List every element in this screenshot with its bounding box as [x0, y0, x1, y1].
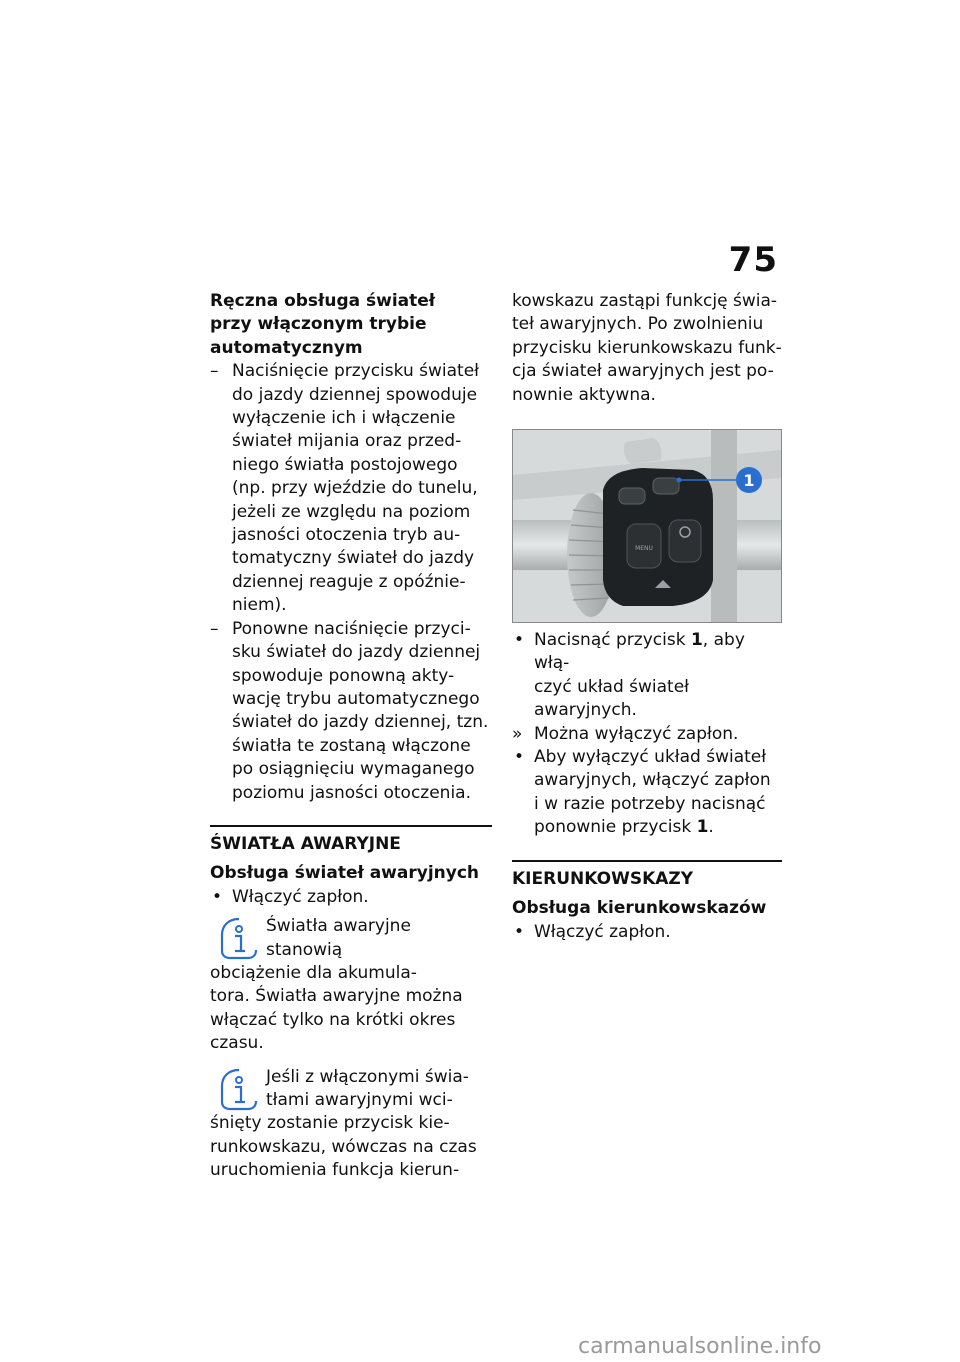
- text-run: Nacisnąć przycisk: [534, 630, 691, 651]
- text-line: jasności otoczenia tryb au-: [232, 525, 461, 546]
- info-note: [210, 1066, 492, 1183]
- dash-list-item: [210, 360, 492, 617]
- text-line: wację trybu automatycznego: [232, 688, 480, 709]
- subheading-turn-signal-operation: Obsługa kierunkowskazów: [512, 898, 767, 919]
- text-line: i w razie potrzeby nacisnąć: [534, 793, 766, 814]
- bullet-item: [512, 746, 782, 840]
- note-line: Światła awaryjne stanowią: [266, 916, 411, 960]
- note-line: obciążenie dla akumula-: [210, 962, 417, 983]
- text-line: niem).: [232, 595, 287, 616]
- note-line: śnięty zostanie przycisk kie-: [210, 1113, 450, 1134]
- text-line: kowskazu zastąpi funkcję świa-: [512, 291, 778, 311]
- text-line: świateł mijania oraz przed-: [232, 431, 462, 452]
- text-run: , aby włą-: [534, 630, 745, 674]
- text-line: cja świateł awaryjnych jest po-: [512, 361, 774, 382]
- note-line: Jeśli z włączonymi świa-: [266, 1066, 469, 1087]
- dash-list-item: [210, 618, 492, 805]
- section-divider: [512, 860, 782, 862]
- text-line: wyłączenie ich i włączenie: [232, 408, 456, 429]
- reference-number: 1: [690, 630, 703, 651]
- text-line: czyć układ świateł awaryjnych.: [534, 676, 690, 721]
- heading-line: Ręczna obsługa świateł: [210, 291, 436, 311]
- text-line: do jazdy dziennej spowoduje: [232, 384, 478, 405]
- text-line: niego światła postojowego: [232, 454, 458, 475]
- right-column: [512, 290, 782, 944]
- text-line: przycisku kierunkowskazu funk-: [512, 337, 782, 358]
- bullet-item: • Włączyć zapłon.: [512, 921, 782, 944]
- note-line: włączać tylko na krótki okres: [210, 1009, 456, 1030]
- text-line: awaryjnych, włączyć zapłon: [534, 770, 771, 791]
- note-line: tłami awaryjnymi wci-: [266, 1090, 453, 1110]
- note-line: runkowskazu, wówczas na czas: [210, 1136, 477, 1157]
- section-divider: [210, 825, 492, 827]
- manual-operation-heading: [210, 290, 492, 360]
- watermark: carmanualsonline.info: [578, 1334, 822, 1359]
- text-line: – Naciśnięcie przycisku świateł: [232, 361, 479, 382]
- text-line: (np. przy wjeździe do tunelu,: [232, 478, 478, 499]
- result-item: » Można wyłączyć zapłon.: [512, 723, 782, 746]
- note-line: uruchomienia funkcja kierun-: [210, 1160, 460, 1181]
- section-title-hazard-lights: ŚWIATŁA AWARYJNE: [210, 833, 401, 854]
- text-line: nownie aktywna.: [512, 384, 656, 405]
- subheading-hazard-operation: Obsługa świateł awaryjnych: [210, 863, 480, 884]
- note-line: czasu.: [210, 1033, 264, 1054]
- info-note: [210, 915, 492, 1055]
- heading-line: automatycznym: [210, 337, 363, 358]
- text-line: jeżeli ze względu na poziom: [232, 501, 471, 522]
- text-line: poziomu jasności otoczenia.: [232, 782, 471, 803]
- note-line: tora. Światła awaryjne można: [210, 986, 463, 1007]
- info-icon: [216, 1066, 262, 1112]
- text-line: spowoduje ponowną akty-: [232, 665, 455, 686]
- text-line: – Ponowne naciśnięcie przyci-: [232, 618, 471, 639]
- reference-number: 1: [696, 817, 709, 838]
- text-run: ponownie przycisk: [534, 817, 697, 838]
- continuation-paragraph: [512, 290, 782, 407]
- bullet-item: • Włączyć zapłon.: [210, 886, 492, 909]
- handlebar-switch-illustration: [513, 430, 781, 622]
- text-line: • Aby wyłączyć układ świateł: [534, 747, 767, 768]
- text-line: tomatyczny świateł do jazdy: [232, 548, 475, 569]
- callout-number: 1: [743, 471, 755, 491]
- text-line: światła te zostaną włączone: [232, 735, 471, 756]
- text-line: sku świateł do jazdy dziennej: [232, 642, 481, 663]
- text-line: dziennej reaguje z opóźnie-: [232, 571, 466, 592]
- bullet-item: [512, 629, 782, 723]
- text-run: .: [708, 817, 714, 838]
- heading-line: przy włączonym trybie: [210, 314, 427, 335]
- text-line: po osiągnięciu wymaganego: [232, 759, 475, 780]
- info-icon: [216, 915, 262, 961]
- left-column: [210, 290, 492, 1183]
- handlebar-switch-figure: [512, 429, 782, 623]
- section-title-turn-signals: KIERUNKOWSKAZY: [512, 868, 694, 889]
- text-line: świateł do jazdy dziennej, tzn.: [232, 712, 489, 733]
- page-number: 75: [728, 240, 778, 280]
- menu-label: MENU: [635, 545, 653, 553]
- text-line: teł awaryjnych. Po zwolnieniu: [512, 314, 764, 335]
